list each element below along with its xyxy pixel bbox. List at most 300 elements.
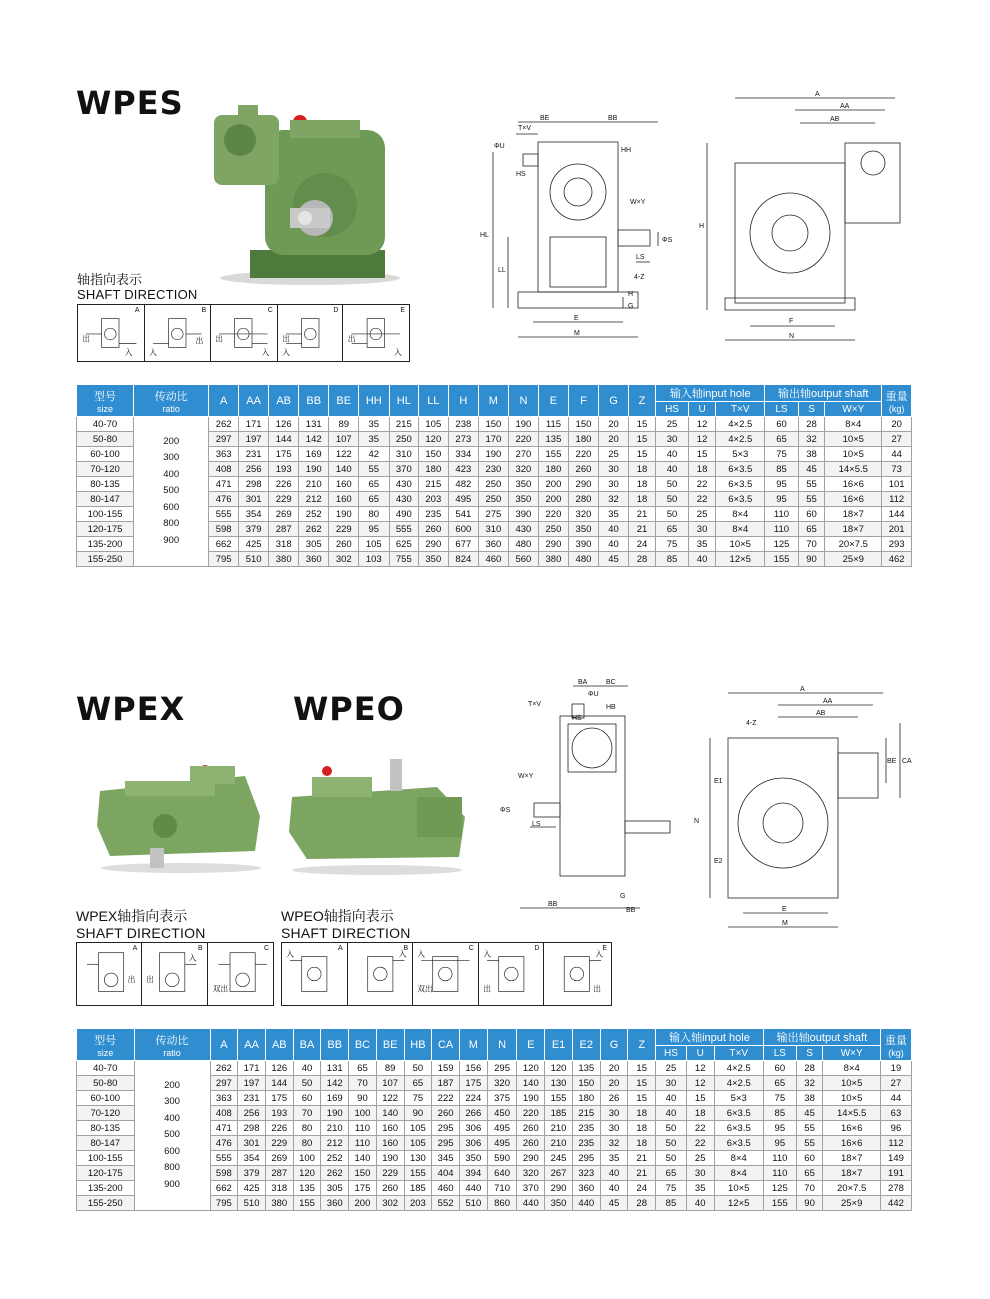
table-cell: 350 <box>459 1151 487 1166</box>
wpeo-direction-d <box>479 943 545 1005</box>
table-cell: 15 <box>628 432 655 447</box>
table-cell: 320 <box>508 462 539 477</box>
svg-text:双出: 双出 <box>212 984 228 994</box>
wpes-direction-c <box>211 305 278 361</box>
cell-size: 80-135 <box>77 477 134 492</box>
table-cell: 150 <box>572 1076 600 1091</box>
table-cell: 476 <box>210 1136 238 1151</box>
wpes-side-label-m: M <box>574 330 580 337</box>
table-cell: 60 <box>293 1091 321 1106</box>
table-cell: 169 <box>298 447 329 462</box>
table-cell: 12×5 <box>714 1196 763 1211</box>
svg-text:出: 出 <box>593 984 602 994</box>
header-input-sub: U <box>688 402 715 417</box>
wpex-side-label-phis: ΦS <box>500 807 511 814</box>
table-cell: 60 <box>798 507 824 522</box>
table-cell: 295 <box>432 1121 460 1136</box>
table-cell: 482 <box>448 477 479 492</box>
table-cell: 8×4 <box>714 1151 763 1166</box>
wpex-top-label-be: BE <box>887 758 897 765</box>
table-cell: 63 <box>880 1106 911 1121</box>
table-cell: 28 <box>798 417 824 432</box>
wpex-shaft-direction-label <box>76 908 206 942</box>
table-cell: 35 <box>688 537 715 552</box>
table-cell: 18 <box>686 1106 714 1121</box>
table-cell: 10×5 <box>825 447 882 462</box>
table-cell: 350 <box>508 492 539 507</box>
wpex-side-label-wxy: W×Y <box>518 773 534 780</box>
cell-size: 60-100 <box>77 447 134 462</box>
table-cell: 212 <box>321 1136 349 1151</box>
table-cell: 171 <box>238 1061 266 1076</box>
direction-letter: E <box>400 307 405 314</box>
table-cell: 30 <box>688 522 715 537</box>
table-cell: 10×5 <box>825 432 882 447</box>
ratio-value: 600 <box>164 1145 180 1157</box>
wpes-side-label-hh: HH <box>621 147 632 154</box>
table-cell: 301 <box>238 1136 266 1151</box>
table-cell: 130 <box>545 1076 573 1091</box>
table-cell: 408 <box>210 1106 238 1121</box>
table-cell: 20 <box>599 432 629 447</box>
header-input-sub: U <box>686 1046 714 1061</box>
table-cell: 201 <box>882 522 912 537</box>
table-cell: 18 <box>628 1121 656 1136</box>
table-cell: 187 <box>432 1076 460 1091</box>
svg-text:出: 出 <box>195 336 203 346</box>
header-size-en: size <box>97 403 114 414</box>
table-cell: 26 <box>600 1091 628 1106</box>
table-cell: 200 <box>349 1196 377 1211</box>
ratio-value: 400 <box>164 1112 180 1124</box>
table-cell: 21 <box>628 507 655 522</box>
table-cell: 110 <box>349 1136 377 1151</box>
table-cell: 55 <box>798 492 824 507</box>
table-cell: 238 <box>448 417 479 432</box>
wpex-side-label-ba: BA <box>578 679 588 686</box>
table-cell: 175 <box>265 1091 293 1106</box>
table-cell: 155 <box>539 447 569 462</box>
table-cell: 18 <box>628 1136 656 1151</box>
table-cell: 55 <box>796 1136 823 1151</box>
table-cell: 262 <box>210 1061 238 1076</box>
table-cell: 350 <box>419 552 449 567</box>
table-cell: 155 <box>545 1091 573 1106</box>
table-cell: 32 <box>600 1136 628 1151</box>
wpes-top-label-n: N <box>789 333 795 340</box>
table-cell: 260 <box>376 1181 404 1196</box>
table-cell: 22 <box>686 1121 714 1136</box>
table-cell: 555 <box>389 522 419 537</box>
table-cell: 160 <box>376 1121 404 1136</box>
cell-size: 80-147 <box>77 492 134 507</box>
table-cell: 180 <box>568 432 599 447</box>
table-cell: 6×3.5 <box>716 462 765 477</box>
table-cell: 122 <box>376 1091 404 1106</box>
header-input-sub: T×V <box>714 1046 763 1061</box>
cell-size: 60-100 <box>77 1091 135 1106</box>
table-cell: 360 <box>321 1196 349 1211</box>
table-cell: 408 <box>209 462 239 477</box>
table-cell: 510 <box>459 1196 487 1211</box>
table-cell: 50 <box>404 1061 432 1076</box>
header-output-group: 输出轴output shaft <box>765 385 882 402</box>
table-cell: 230 <box>479 462 509 477</box>
table-cell: 16×6 <box>823 1136 881 1151</box>
wpes-side-label-ll: LL <box>498 267 506 274</box>
wpes-direction-a <box>78 305 145 361</box>
table-cell: 70 <box>293 1106 321 1121</box>
table-cell: 12 <box>688 432 715 447</box>
table-cell: 120 <box>545 1061 573 1076</box>
header-weight-cn: 重量 <box>884 1034 907 1047</box>
table-cell: 220 <box>539 507 569 522</box>
table-cell: 25×9 <box>825 552 882 567</box>
header-col: Z <box>628 385 655 417</box>
table-cell: 4×2.5 <box>716 417 765 432</box>
table-cell: 15 <box>688 447 715 462</box>
table-cell: 6×3.5 <box>716 477 765 492</box>
svg-text:入: 入 <box>286 949 294 959</box>
cell-size: 80-135 <box>77 1121 135 1136</box>
table-cell: 44 <box>882 447 912 462</box>
table-cell: 375 <box>487 1091 517 1106</box>
table-cell: 200 <box>539 477 569 492</box>
table-cell: 552 <box>432 1196 460 1211</box>
ratio-value: 300 <box>164 1096 180 1108</box>
table-cell: 320 <box>568 507 599 522</box>
table-cell: 135 <box>539 432 569 447</box>
wpes-side-label-g: G <box>628 303 634 310</box>
wpex-direction-a <box>77 943 142 1005</box>
table-cell: 110 <box>763 1166 796 1181</box>
table-cell: 135 <box>572 1061 600 1076</box>
header-col: BA <box>293 1029 321 1061</box>
table-cell: 149 <box>880 1151 911 1166</box>
table-cell: 107 <box>376 1076 404 1091</box>
table-cell: 185 <box>404 1181 432 1196</box>
table-cell: 495 <box>487 1136 517 1151</box>
wpeo-direction-b <box>348 943 414 1005</box>
header-col: E <box>517 1029 545 1061</box>
table-cell: 75 <box>763 1091 796 1106</box>
table-cell: 245 <box>545 1151 573 1166</box>
svg-text:出: 出 <box>282 334 290 344</box>
table-cell: 40 <box>688 552 715 567</box>
wpes-side-label-bb: BB <box>608 115 618 122</box>
table-cell: 160 <box>329 492 359 507</box>
wpes-shaft-direction-en: SHAFT DIRECTION <box>77 287 198 302</box>
table-cell: 266 <box>459 1106 487 1121</box>
table-cell: 150 <box>479 417 509 432</box>
table-cell: 101 <box>882 477 912 492</box>
table-cell: 210 <box>545 1136 573 1151</box>
table-cell: 140 <box>329 462 359 477</box>
header-col: BE <box>329 385 359 417</box>
wpex-top-label-e: E <box>782 906 787 913</box>
table-cell: 131 <box>298 417 329 432</box>
wpes-side-drawing <box>478 112 688 347</box>
wpes-side-label-phis: ΦS <box>662 237 673 244</box>
table-cell: 8×4 <box>823 1061 881 1076</box>
table-cell: 35 <box>359 417 390 432</box>
table-cell: 250 <box>539 522 569 537</box>
wpex-side-label-bb: BB <box>548 901 558 908</box>
table-cell: 298 <box>238 1121 266 1136</box>
header-weight-unit: (kg) <box>888 1047 904 1058</box>
table-cell: 65 <box>763 1076 796 1091</box>
table-cell: 6×3.5 <box>714 1106 763 1121</box>
header-col: H <box>448 385 479 417</box>
table-cell: 35 <box>599 507 629 522</box>
table-cell: 287 <box>265 1166 293 1181</box>
table-cell: 4×2.5 <box>714 1061 763 1076</box>
table-cell: 50 <box>656 1151 687 1166</box>
svg-text:入: 入 <box>483 949 491 959</box>
table-cell: 295 <box>572 1151 600 1166</box>
table-cell: 510 <box>238 552 269 567</box>
cell-size: 80-147 <box>77 1136 135 1151</box>
table-cell: 662 <box>209 537 239 552</box>
table-cell: 30 <box>656 1076 687 1091</box>
table-cell: 18 <box>628 492 655 507</box>
table-cell: 4×2.5 <box>716 432 765 447</box>
wpes-shaft-direction-cn: 轴指向表示 <box>77 272 143 287</box>
header-col: F <box>568 385 599 417</box>
cell-size: 50-80 <box>77 1076 135 1091</box>
header-weight <box>880 1029 911 1061</box>
table-cell: 169 <box>321 1091 349 1106</box>
table-cell: 150 <box>349 1166 377 1181</box>
header-weight <box>882 385 912 417</box>
header-col: BB <box>298 385 329 417</box>
table-cell: 8×4 <box>825 417 882 432</box>
wpex-top-label-e1: E1 <box>714 778 723 785</box>
table-cell: 70 <box>798 537 824 552</box>
wpex-side-label-g: G <box>620 893 626 900</box>
table-cell: 10×5 <box>716 537 765 552</box>
table-cell: 22 <box>686 1136 714 1151</box>
table-cell: 10×5 <box>823 1076 881 1091</box>
table-cell: 90 <box>796 1196 823 1211</box>
table-cell: 235 <box>572 1121 600 1136</box>
cell-size: 120-175 <box>77 522 134 537</box>
table-cell: 105 <box>404 1136 432 1151</box>
wpes-top-label-a: A <box>815 91 820 98</box>
table-cell: 252 <box>298 507 329 522</box>
table-cell: 16×6 <box>825 492 882 507</box>
table-cell: 44 <box>880 1091 911 1106</box>
table-cell: 250 <box>479 492 509 507</box>
table-cell: 260 <box>419 522 449 537</box>
table-cell: 260 <box>329 537 359 552</box>
wpes-top-label-ab: AB <box>830 116 840 123</box>
table-cell: 287 <box>269 522 299 537</box>
table-cell: 40 <box>600 1166 628 1181</box>
table-cell: 18 <box>628 1106 656 1121</box>
table-cell: 350 <box>508 477 539 492</box>
table-cell: 250 <box>479 477 509 492</box>
table-cell: 155 <box>404 1166 432 1181</box>
table-cell: 226 <box>265 1121 293 1136</box>
wpex-side-label-bb2: BB <box>626 907 636 914</box>
cell-size: 100-155 <box>77 507 134 522</box>
table-cell: 21 <box>628 1166 656 1181</box>
table-cell: 89 <box>376 1061 404 1076</box>
wpeo-direction-diagrams <box>281 942 612 1006</box>
table-cell: 16×6 <box>825 477 882 492</box>
table-cell: 345 <box>432 1151 460 1166</box>
table-cell: 170 <box>479 432 509 447</box>
table-cell: 394 <box>459 1166 487 1181</box>
table-cell: 107 <box>329 432 359 447</box>
table-cell: 256 <box>238 462 269 477</box>
wpes-direction-d <box>278 305 344 361</box>
table-cell: 120 <box>517 1061 545 1076</box>
table-cell: 131 <box>321 1061 349 1076</box>
header-col: AB <box>265 1029 293 1061</box>
cell-ratio <box>134 417 209 567</box>
table-cell: 50 <box>656 477 689 492</box>
header-output-sub: S <box>798 402 824 417</box>
header-ratio-en: ratio <box>162 403 180 414</box>
table-cell: 290 <box>419 537 449 552</box>
svg-text:入: 入 <box>394 348 403 358</box>
table-cell: 490 <box>389 507 419 522</box>
table-cell: 21 <box>628 1151 656 1166</box>
table-cell: 159 <box>432 1061 460 1076</box>
table-cell: 5×3 <box>714 1091 763 1106</box>
table-cell: 30 <box>600 1106 628 1121</box>
table-cell: 471 <box>209 477 239 492</box>
svg-text:入: 入 <box>124 348 133 358</box>
table-cell: 295 <box>487 1061 517 1076</box>
table-cell: 18×7 <box>825 507 882 522</box>
table-cell: 203 <box>419 492 449 507</box>
table-cell: 142 <box>321 1076 349 1091</box>
table-cell: 210 <box>321 1121 349 1136</box>
direction-letter: C <box>468 945 474 952</box>
cell-size: 70-120 <box>77 1106 135 1121</box>
table-cell: 210 <box>545 1121 573 1136</box>
header-col: LL <box>419 385 449 417</box>
table-cell: 155 <box>765 552 799 567</box>
table-cell: 795 <box>209 552 239 567</box>
table-cell: 25 <box>688 507 715 522</box>
table-cell: 471 <box>210 1121 238 1136</box>
table-cell: 370 <box>517 1181 545 1196</box>
table-cell: 40 <box>656 447 689 462</box>
wpes-side-label-4z: 4-Z <box>634 274 645 281</box>
wpex-top-label-a: A <box>800 686 805 693</box>
table-cell: 27 <box>880 1076 911 1091</box>
table-cell: 305 <box>298 537 329 552</box>
table-cell: 15 <box>628 447 655 462</box>
table-cell: 235 <box>572 1136 600 1151</box>
table-cell: 25×9 <box>823 1196 881 1211</box>
table-cell: 28 <box>796 1061 823 1076</box>
table-cell: 191 <box>880 1166 911 1181</box>
table-cell: 423 <box>448 462 479 477</box>
wpex-side-label-phiu: ΦU <box>588 691 599 698</box>
table-cell: 210 <box>298 477 329 492</box>
table-cell: 600 <box>448 522 479 537</box>
cell-ratio <box>134 1061 210 1211</box>
table-cell: 20 <box>599 417 629 432</box>
header-col: A <box>210 1029 238 1061</box>
table-cell: 180 <box>539 462 569 477</box>
table-cell: 555 <box>210 1151 238 1166</box>
ratio-value: 400 <box>163 468 180 480</box>
header-col: M <box>459 1029 487 1061</box>
svg-text:入: 入 <box>282 348 290 358</box>
table-cell: 20 <box>600 1061 628 1076</box>
table-cell: 171 <box>238 417 269 432</box>
table-cell: 144 <box>265 1076 293 1091</box>
table-cell: 220 <box>568 447 599 462</box>
table-cell: 480 <box>508 537 539 552</box>
table-cell: 38 <box>798 447 824 462</box>
table-cell: 460 <box>479 552 509 567</box>
table-cell: 160 <box>329 477 359 492</box>
table-cell: 360 <box>298 552 329 567</box>
table-cell: 193 <box>269 462 299 477</box>
wpes-spec-table <box>76 384 912 567</box>
wpex-side-label-hs: HS <box>572 715 582 722</box>
wpes-side-label-e: E <box>574 315 579 322</box>
table-cell: 95 <box>359 522 390 537</box>
table-cell: 212 <box>298 492 329 507</box>
table-cell: 20×7.5 <box>825 537 882 552</box>
table-cell: 150 <box>419 447 449 462</box>
table-cell: 10×5 <box>714 1181 763 1196</box>
wpes-top-label-h: H <box>699 223 705 230</box>
table-cell: 380 <box>269 552 299 567</box>
wpex-side-label-hb: HB <box>606 704 616 711</box>
direction-letter: B <box>201 307 207 314</box>
table-cell: 275 <box>479 507 509 522</box>
ratio-value: 800 <box>163 518 180 530</box>
table-cell: 824 <box>448 552 479 567</box>
table-cell: 90 <box>404 1106 432 1121</box>
wpex-direction-c <box>208 943 273 1005</box>
cell-size: 135-200 <box>77 537 134 552</box>
table-cell: 297 <box>210 1076 238 1091</box>
table-cell: 662 <box>210 1181 238 1196</box>
table-cell: 318 <box>269 537 299 552</box>
header-size <box>77 385 134 417</box>
table-cell: 175 <box>349 1181 377 1196</box>
cell-size: 120-175 <box>77 1166 135 1181</box>
table-cell: 495 <box>487 1121 517 1136</box>
wpes-shaft-direction-label <box>77 272 198 302</box>
wpex-top-label-ca: CA <box>902 758 912 765</box>
table-cell: 334 <box>448 447 479 462</box>
header-output-sub: W×Y <box>823 1046 881 1061</box>
table-cell: 290 <box>517 1151 545 1166</box>
svg-text:出: 出 <box>483 984 491 994</box>
table-cell: 25 <box>656 1061 687 1076</box>
table-cell: 110 <box>765 522 799 537</box>
table-cell: 25 <box>599 447 629 462</box>
wpex-shaft-direction-en: SHAFT DIRECTION <box>76 925 206 941</box>
table-cell: 55 <box>359 462 390 477</box>
table-cell: 80 <box>359 507 390 522</box>
table-cell: 180 <box>572 1091 600 1106</box>
table-cell: 262 <box>209 417 239 432</box>
wpeo-direction-e <box>544 943 611 1005</box>
wpes-side-label-ls: LS <box>636 254 645 261</box>
